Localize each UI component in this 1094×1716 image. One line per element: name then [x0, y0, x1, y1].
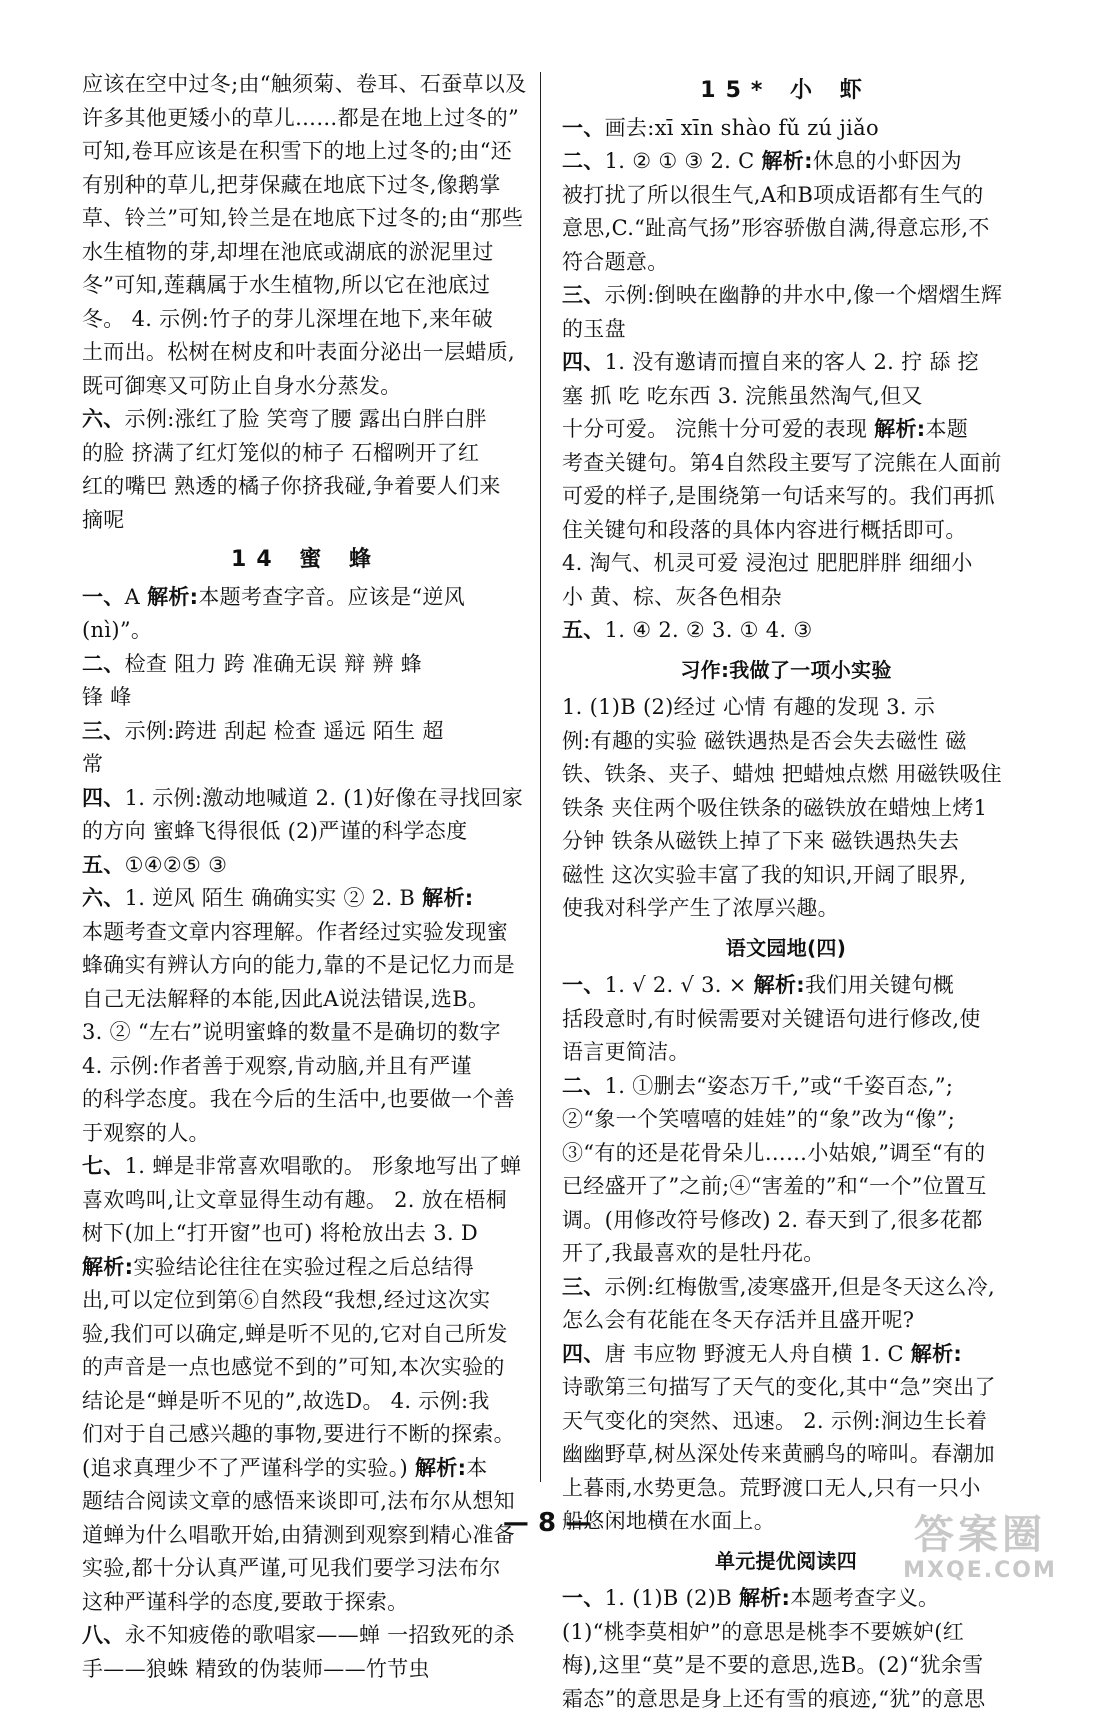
text-line: 一、1. √ 2. √ 3. × 解析:我们用关键句概: [562, 969, 1010, 1003]
text-line: 船悠闲地横在水面上。: [562, 1505, 1010, 1539]
text-line: 解析:实验结论往往在实验过程之后总结得: [82, 1251, 530, 1285]
text-line: 三、示例:红梅傲雪,凌寒盛开,但是冬天这么冷,: [562, 1271, 1010, 1305]
text-line: 3. ② “左右”说明蜜蜂的数量不是确切的数字: [82, 1016, 530, 1050]
left-block-1: [82, 68, 530, 537]
text-line: 七、1. 蝉是非常喜欢唱歌的。 形象地写出了蝉: [82, 1150, 530, 1184]
watermark-logo-text: 答案圈: [880, 1512, 1080, 1558]
left-column: [82, 68, 530, 1686]
text-line: 的脸 挤满了红灯笼似的柿子 石榴咧开了红: [82, 437, 530, 471]
text-line: (追求真理少不了严谨科学的实验。) 解析:本: [82, 1452, 530, 1486]
text-line: 可爱的样子,是围绕第一句话来写的。我们再抓: [562, 480, 1010, 514]
text-line: 于观察的人。: [82, 1117, 530, 1151]
text-line: 四、唐 韦应物 野渡无人舟自横 1. C 解析:: [562, 1338, 1010, 1372]
text-line: 的声音是一点也感觉不到的”可知,本次实验的: [82, 1351, 530, 1385]
text-line: (nì)”。: [82, 614, 530, 648]
text-line: 铁条 夹住两个吸住铁条的磁铁放在蜡烛上烤1: [562, 792, 1010, 826]
text-line: 自己无法解释的本能,因此A说法错误,选B。: [82, 983, 530, 1017]
text-line: 草、铃兰”可知,铃兰是在地底下过冬的;由“那些: [82, 202, 530, 236]
text-line: 塞 抓 吃 吃东西 3. 浣熊虽然淘气,但又: [562, 380, 1010, 414]
text-line: ②“象一个笑嘻嘻的娃娃”的“象”改为“像”;: [562, 1103, 1010, 1137]
text-line: 三、示例:跨进 刮起 检查 遥远 陌生 超: [82, 715, 530, 749]
right-column: [562, 68, 1010, 1716]
text-line: 的玉盘: [562, 313, 1010, 347]
text-line: 结论是“蝉是听不见的”,故选D。 4. 示例:我: [82, 1385, 530, 1419]
text-line: 的科学态度。我在今后的生活中,也要做一个善: [82, 1083, 530, 1117]
right-block-3: [562, 969, 1010, 1539]
text-line: 四、1. 没有邀请而擅自来的客人 2. 拧 舔 挖: [562, 346, 1010, 380]
text-line: 三、示例:倒映在幽静的井水中,像一个熠熠生辉: [562, 279, 1010, 313]
text-line: 既可御寒又可防止自身水分蒸发。: [82, 370, 530, 404]
column-divider: [540, 72, 541, 1482]
text-line: 手——狼蛛 精致的伪装师——竹节虫: [82, 1653, 530, 1687]
text-line: 怎么会有花能在冬天存活并且盛开呢?: [562, 1304, 1010, 1338]
text-line: 的方向 蜜蜂飞得很低 (2)严谨的科学态度: [82, 815, 530, 849]
text-line: 使我对科学产生了浓厚兴趣。: [562, 892, 1010, 926]
text-line: 诗歌第三句描写了天气的变化,其中“急”突出了: [562, 1371, 1010, 1405]
text-line: 常: [82, 748, 530, 782]
watermark-logo: [880, 1512, 1080, 1592]
text-line: 铁、铁条、夹子、蜡烛 把蜡烛点燃 用磁铁吸住: [562, 758, 1010, 792]
heading-yuwen-yuandi: 语文园地(四): [562, 932, 1010, 966]
text-line: 符合题意。: [562, 246, 1010, 280]
heading-xizuo: 习作:我做了一项小实验: [562, 654, 1010, 688]
text-line: 已经盛开了”之前;④“害羞的”和“一个”位置互: [562, 1170, 1010, 1204]
text-line: 4. 淘气、机灵可爱 浸泡过 肥肥胖胖 细细小: [562, 547, 1010, 581]
text-line: 土而出。松树在树皮和叶表面分泌出一层蜡质,: [82, 336, 530, 370]
text-line: 二、1. ①删去“姿态万千,”或“千姿百态,”;: [562, 1070, 1010, 1104]
text-line: 括段意时,有时候需要对关键语句进行修改,使: [562, 1003, 1010, 1037]
text-line: 霜态”的意思是身上还有雪的痕迹,“犹”的意思: [562, 1683, 1010, 1716]
text-line: 水生植物的芽,却埋在池底或湖底的淤泥里过: [82, 236, 530, 270]
text-line: 锋 峰: [82, 681, 530, 715]
heading-danyuan-tiyou: 单元提优阅读四: [562, 1545, 1010, 1579]
text-line: 意思,C.“趾高气扬”形容骄傲自满,得意忘形,不: [562, 212, 1010, 246]
text-line: 十分可爱。 浣熊十分可爱的表现 解析:本题: [562, 413, 1010, 447]
text-line: 四、1. 示例:激动地喊道 2. (1)好像在寻找回家: [82, 782, 530, 816]
text-line: 红的嘴巴 熟透的橘子你挤我碰,争着要人们来: [82, 470, 530, 504]
text-line: 分钟 铁条从磁铁上掉了下来 磁铁遇热失去: [562, 825, 1010, 859]
text-line: 考查关键句。第4自然段主要写了浣熊在人面前: [562, 447, 1010, 481]
text-line: (1)“桃李莫相妒”的意思是桃李不要嫉妒(红: [562, 1616, 1010, 1650]
text-line: 五、①④②⑤ ③: [82, 849, 530, 883]
text-line: 冬。 4. 示例:竹子的芽儿深埋在地下,来年破: [82, 303, 530, 337]
text-line: 实验,都十分认真严谨,可见我们要学习法布尔: [82, 1552, 530, 1586]
text-line: 出,可以定位到第⑥自然段“我想,经过这次实: [82, 1284, 530, 1318]
text-line: 许多其他更矮小的草儿……都是在地上过冬的”: [82, 102, 530, 136]
text-line: 开了,我最喜欢的是牡丹花。: [562, 1237, 1010, 1271]
text-line: 二、1. ② ① ③ 2. C 解析:休息的小虾因为: [562, 145, 1010, 179]
text-line: 一、1. (1)B (2)B 解析:本题考查字义。: [562, 1582, 1010, 1616]
text-line: 有别种的草儿,把芽保藏在地底下过冬,像鹅掌: [82, 169, 530, 203]
text-line: 二、检查 阻力 跨 准确无误 辩 辨 蜂: [82, 648, 530, 682]
text-line: 一、A 解析:本题考查字音。应该是“逆风: [82, 581, 530, 615]
right-block-4: [562, 1582, 1010, 1716]
text-line: 上暮雨,水势更急。荒野渡口无人,只有一只小: [562, 1472, 1010, 1506]
text-line: 冬”可知,莲藕属于水生植物,所以它在池底过: [82, 269, 530, 303]
text-line: 幽幽野草,树丛深处传来黄鹂鸟的啼叫。春潮加: [562, 1438, 1010, 1472]
text-line: 这种严谨科学的态度,要敢于探索。: [82, 1586, 530, 1620]
text-line: 可知,卷耳应该是在积雪下的地上过冬的;由“还: [82, 135, 530, 169]
text-line: 本题考查文章内容理解。作者经过实验发现蜜: [82, 916, 530, 950]
page-number: — 8 —: [0, 1508, 1094, 1538]
text-line: 被打扰了所以很生气,A和B项成语都有生气的: [562, 179, 1010, 213]
text-line: 应该在空中过冬;由“触须菊、卷耳、石蚕草以及: [82, 68, 530, 102]
text-line: ③“有的还是花骨朵儿……小姑娘,”调至“有的: [562, 1137, 1010, 1171]
text-line: 梅),这里“莫”是不要的意思,选B。(2)“犹余雪: [562, 1649, 1010, 1683]
text-line: 调。(用修改符号修改) 2. 春天到了,很多花都: [562, 1204, 1010, 1238]
text-line: 小 黄、棕、灰各色相杂: [562, 581, 1010, 615]
text-line: 喜欢鸣叫,让文章显得生动有趣。 2. 放在梧桐: [82, 1184, 530, 1218]
text-line: 八、永不知疲倦的歌唱家——蝉 一招致死的杀: [82, 1619, 530, 1653]
watermark-url: MXQE.COM: [880, 1558, 1080, 1583]
text-line: 住关键句和段落的具体内容进行概括即可。: [562, 514, 1010, 548]
text-line: 4. 示例:作者善于观察,肯动脑,并且有严谨: [82, 1050, 530, 1084]
text-line: 一、画去:xī xīn shào fǔ zú jiǎo: [562, 112, 1010, 146]
right-block-1: [562, 112, 1010, 648]
heading-lesson-15: 15* 小 虾: [562, 74, 1010, 108]
right-block-2: [562, 691, 1010, 926]
text-line: 六、1. 逆风 陌生 确确实实 ② 2. B 解析:: [82, 882, 530, 916]
text-line: 天气变化的突然、迅速。 2. 示例:涧边生长着: [562, 1405, 1010, 1439]
text-line: 五、1. ④ 2. ② 3. ① 4. ③: [562, 614, 1010, 648]
text-line: 语言更简洁。: [562, 1036, 1010, 1070]
text-line: 磁性 这次实验丰富了我的知识,开阔了眼界,: [562, 859, 1010, 893]
text-line: 树下(加上“打开窗”也可) 将枪放出去 3. D: [82, 1217, 530, 1251]
text-line: 摘呢: [82, 504, 530, 538]
text-line: 六、示例:涨红了脸 笑弯了腰 露出白胖白胖: [82, 403, 530, 437]
text-line: 们对于自己感兴趣的事物,要进行不断的探索。: [82, 1418, 530, 1452]
text-line: 验,我们可以确定,蝉是听不见的,它对自己所发: [82, 1318, 530, 1352]
text-line: 道蝉为什么唱歌开始,由猜测到观察到精心准备: [82, 1519, 530, 1553]
text-line: 蜂确实有辨认方向的能力,靠的不是记忆力而是: [82, 949, 530, 983]
text-line: 例:有趣的实验 磁铁遇热是否会失去磁性 磁: [562, 725, 1010, 759]
text-line: 题结合阅读文章的感悟来谈即可,法布尔从想知: [82, 1485, 530, 1519]
text-line: 1. (1)B (2)经过 心情 有趣的发现 3. 示: [562, 691, 1010, 725]
heading-lesson-14: 14 蜜 蜂: [82, 543, 530, 577]
